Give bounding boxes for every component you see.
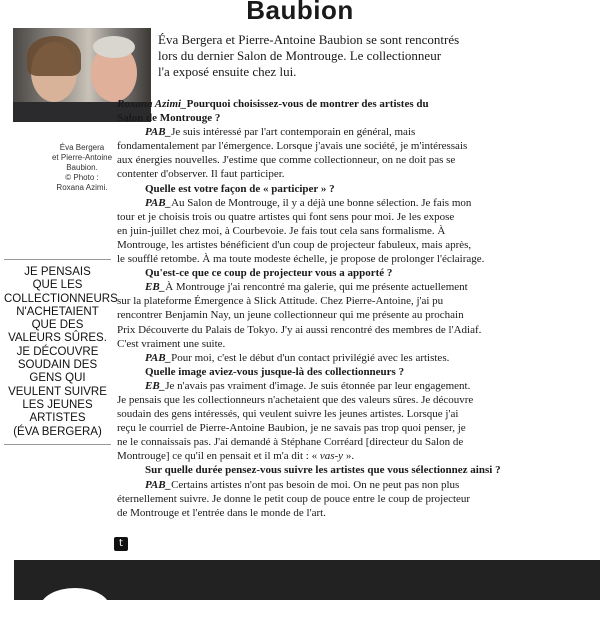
caption-line: Roxana Azimi.	[56, 183, 108, 192]
answer-text: Prix Découverte du Palais de Tokyo. J'y ai aussi rencontré des membres de l'Adiaf.	[117, 323, 482, 336]
answer-text: tour et je choisis trois ou quatre artistes qui font sens pour moi. Je les expose	[117, 210, 455, 223]
question-text: Quelle image aviez-vous jusque-là des collectionneurs ?	[145, 365, 405, 378]
answer-text: C'est vraiment une suite.	[117, 337, 226, 350]
caption-line: Éva Bergera	[59, 143, 105, 152]
pull-quote-line: QUE LES	[32, 279, 83, 292]
answer-text: en juin-juillet chez moi, à Courbevoie. Je fais tout cela sans formalisme. À	[117, 224, 446, 237]
pull-quote-line: QUE DES	[31, 319, 84, 332]
answer-line	[117, 196, 512, 210]
question-line	[117, 182, 512, 196]
pull-quote-line: N'ACHETAIENT	[16, 305, 99, 318]
answer-line	[117, 139, 512, 153]
pull-quote-line: JE DÉCOUVRE	[16, 345, 99, 358]
answer-text: rencontrer Benjamin Nay, un jeune collectionneur qui me présente au prochain	[117, 309, 464, 322]
answer-text: de Montrouge et l'entrée dans le monde de l'art.	[117, 506, 326, 519]
pull-quote	[4, 259, 118, 445]
answer-line	[117, 280, 512, 294]
answer-line	[117, 308, 512, 322]
pull-quote-line: (ÉVA BERGERA)	[13, 425, 102, 438]
question-text: Quelle est votre façon de « participer » ?	[145, 182, 335, 195]
answer-line	[117, 210, 512, 224]
answer-line	[117, 393, 512, 407]
pull-quote-line: VALEURS SÛRES.	[8, 332, 107, 345]
answer-line	[117, 435, 512, 449]
pull-quote-line: LES JEUNES	[22, 398, 93, 411]
answer-text: Au Salon de Montrouge, il y a déjà une bonne sélection. Je fais mon	[171, 196, 472, 209]
speaker-label: Roxana Azimi_	[117, 98, 187, 110]
pull-quote-line: COLLECTIONNEURS	[4, 292, 118, 305]
answer-line	[117, 167, 512, 181]
answer-text: Pour moi, c'est le début d'un contact privilégié avec les artistes.	[171, 351, 450, 364]
question-line	[117, 365, 512, 379]
intro-line: Éva Bergera et Pierre-Antoine Baubion se sont rencontrés	[158, 32, 460, 47]
caption-line: et Pierre-Antoine	[51, 153, 113, 162]
answer-line	[117, 478, 512, 492]
answer-text: Je pensais que les collectionneurs n'achetaient que des valeurs sûres. Je découvre	[117, 393, 474, 406]
answer-text: fondamentalement par l'émergence. Lorsque j'avais une société, je m'intéressais	[117, 140, 468, 153]
answer-text: le soufflé retombe. À ma toute modeste échelle, je propose de prolonger l'éclairage.	[117, 253, 485, 266]
answer-text: Montrouge] ce qu'il en pensait et il m'a dit : « vas-y ».	[117, 450, 355, 463]
pull-quote-line: VEULENT SUIVRE	[8, 385, 107, 398]
footer-banner	[14, 560, 600, 600]
intro-line: lors du dernier Salon de Montrouge. Le collectionneur	[158, 48, 442, 63]
caption-line: © Photo :	[65, 173, 99, 182]
speaker-label: PAB_	[145, 126, 172, 139]
speaker-label: EB_	[145, 281, 166, 294]
interview-body	[117, 97, 512, 520]
answer-line	[117, 337, 512, 351]
answer-line	[117, 238, 512, 252]
pull-quote-line: ARTISTES	[29, 412, 86, 425]
answer-line	[117, 125, 512, 139]
speaker-label: PAB_	[145, 196, 172, 209]
woman-hair	[27, 36, 81, 76]
speaker-label: PAB_	[145, 478, 172, 491]
answer-line	[117, 153, 512, 167]
answer-text: À Montrouge j'ai rencontré ma galerie, qui me présente actuellement	[165, 281, 468, 294]
answer-line	[117, 224, 512, 238]
answer-line	[117, 379, 512, 393]
man-hair	[93, 36, 135, 58]
answer-line	[117, 449, 512, 463]
answer-text: Je n'avais pas vraiment d'image. Je suis étonnée par leur engagement.	[165, 379, 471, 392]
answer-text: ne le connaissais pas. J'ai demandé à Stéphane Corréard [directeur du Salon de	[117, 436, 464, 449]
answer-text: Montrouge, les artistes bénéficient d'un coup de projecteur fabuleux, mais après,	[117, 238, 472, 251]
answer-text: Je suis intéressé par l'art contemporain en général, mais	[171, 126, 416, 139]
answer-line	[117, 252, 512, 266]
footer-logo-circle	[40, 588, 110, 628]
answer-text: soudain des gens intéressés, qui veulent suivre les jeunes artistes. Lorsque j'ai	[117, 408, 459, 421]
intro-line: l'a exposé ensuite chez lui.	[158, 64, 297, 79]
twitter-icon[interactable]: t	[114, 537, 128, 551]
answer-text: aux énergies nouvelles. J'estime que comme collectionneur, on ne doit pas se	[117, 154, 456, 167]
question-line	[117, 463, 512, 477]
pull-quote-line: JE PENSAIS	[24, 266, 91, 278]
answer-text: sur la plateforme Émergence à Slick Attitude. Chez Pierre-Antoine, j'ai pu	[117, 295, 444, 308]
answer-line	[117, 323, 512, 337]
answer-text: Certains artistes n'ont pas besoin de moi. On ne peut pas non plus	[171, 478, 460, 491]
answer-text: éternellement suivre. Je donne le petit coup de pouce entre le coup de projecteur	[117, 492, 471, 505]
question-text: Pourquoi choisissez-vous de montrer des artistes du	[186, 98, 429, 110]
speaker-label: EB_	[145, 379, 166, 392]
answer-text: contenter d'observer. Il faut participer.	[117, 168, 285, 181]
answer-line	[117, 506, 512, 520]
pull-quote-line: SOUDAIN DES	[17, 359, 98, 372]
answer-line	[117, 407, 512, 421]
answer-line	[117, 492, 512, 506]
question-text: Qu'est-ce que ce coup de projecteur vous a apporté ?	[145, 267, 393, 280]
speaker-label: PAB_	[145, 351, 172, 364]
answer-line	[117, 351, 512, 365]
question-line	[117, 266, 512, 280]
pull-quote-line: GENS QUI	[29, 372, 86, 385]
caption-line: Baubion.	[66, 163, 98, 172]
answer-line	[117, 294, 512, 308]
question-line	[117, 97, 512, 111]
question-text: Salon de Montrouge ?	[117, 112, 221, 125]
answer-line	[117, 421, 512, 435]
answer-text: reçu le courriel de Pierre-Antoine Baubion, je ne savais pas trop quoi penser, je	[117, 422, 466, 435]
page-title: Baubion	[246, 0, 354, 25]
intro-paragraph	[158, 32, 498, 80]
question-text: Sur quelle durée pensez-vous suivre les artistes que vous sélectionnez ainsi ?	[145, 464, 501, 477]
question-line	[117, 111, 512, 125]
